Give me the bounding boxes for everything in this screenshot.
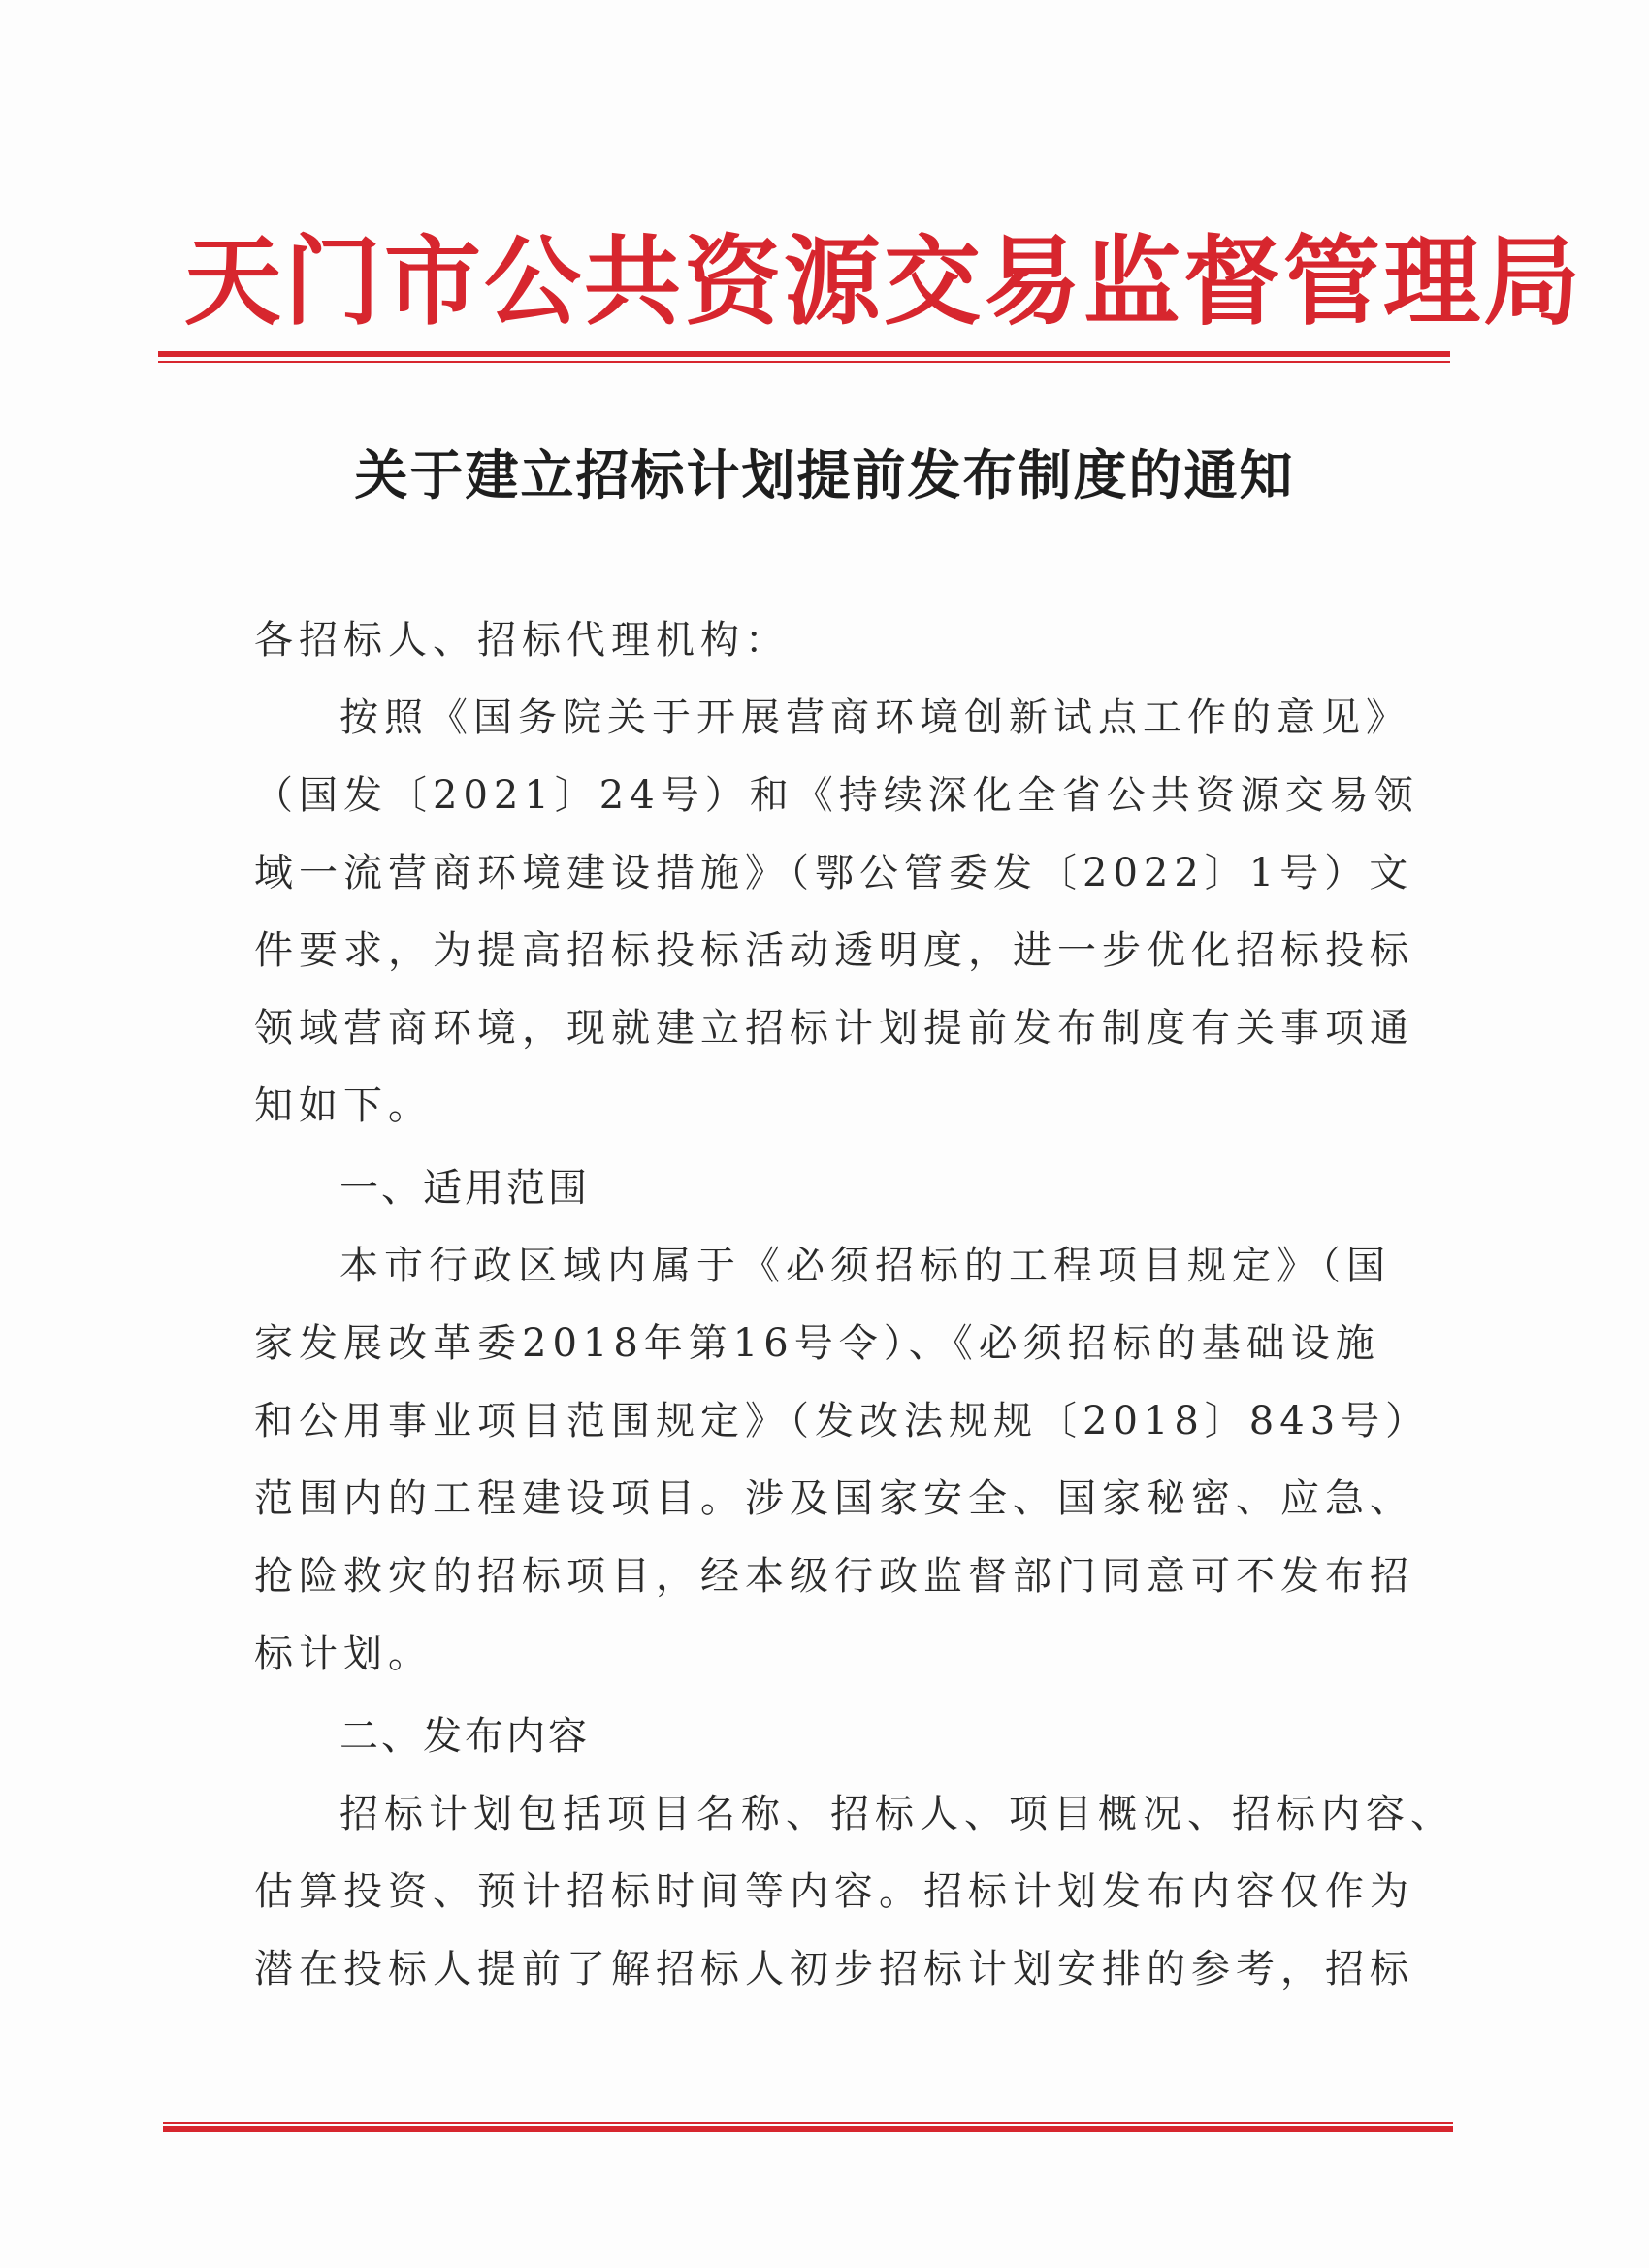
intro-line: 件要求，为提高招标投标活动透明度，进一步优化招标投标 [254,928,1414,973]
document-title: 关于建立招标计划提前发布制度的通知 [354,443,1295,506]
red-divider-thick-line [158,351,1450,357]
letterhead-org-name: 天门市公共资源交易监督管理局 [184,224,1583,339]
intro-line: 知如下。 [254,1084,433,1128]
section1-line: 家发展改革委2018年第16号令）、《必须招标的基础设施 [254,1321,1380,1366]
footer-red-divider [163,2122,1453,2138]
intro-line: （国发〔2021〕24号）和《持续深化全省公共资源交易领 [254,773,1419,818]
section-heading-scope: 一、适用范围 [340,1166,590,1211]
red-divider-thin-line [158,361,1450,363]
section-heading-content: 二、发布内容 [340,1714,590,1759]
section1-line: 本市行政区域内属于《必须招标的工程项目规定》（国 [340,1244,1391,1288]
section1-line: 和公用事业项目范围规定》（发改法规规〔2018〕843号） [254,1399,1431,1443]
section2-line: 估算投资、预计招标时间等内容。招标计划发布内容仅作为 [254,1869,1414,1914]
section1-line: 范围内的工程建设项目。涉及国家安全、国家秘密、应急、 [254,1476,1414,1521]
letterhead-red-divider [158,351,1450,367]
section1-line: 标计划。 [254,1632,433,1676]
section1-line: 抢险救灾的招标项目，经本级行政监督部门同意可不发布招 [254,1554,1414,1599]
salutation: 各招标人、招标代理机构： [254,618,790,663]
intro-line: 域一流营商环境建设措施》（鄂公管委发〔2022〕1号）文 [254,851,1414,895]
section2-line: 潜在投标人提前了解招标人初步招标计划安排的参考，招标 [254,1947,1414,1992]
intro-line: 按照《国务院关于开展营商环境创新试点工作的意见》 [340,696,1410,740]
footer-divider-thick-line [163,2126,1453,2132]
footer-divider-thin-line [163,2122,1453,2124]
intro-line: 领域营商环境，现就建立招标计划提前发布制度有关事项通 [254,1006,1414,1051]
section2-line: 招标计划包括项目名称、招标人、项目概况、招标内容、 [340,1792,1455,1836]
